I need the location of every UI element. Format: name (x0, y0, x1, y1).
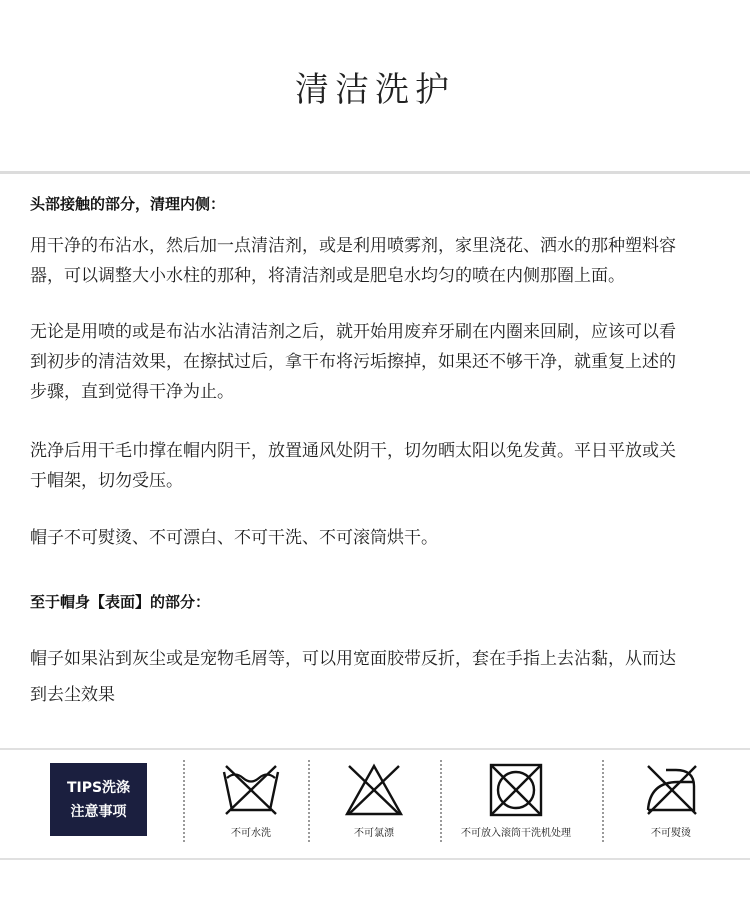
care-label: 不可氯漂 (354, 828, 394, 839)
paragraph-inner-3 (30, 436, 730, 496)
care-item-no-bleach (329, 762, 419, 839)
paragraph-line: 无论是用喷的或是布沾水沾清洁剂之后，就开始用废弃牙刷在内圈来回刷，应该可以看 (30, 322, 676, 342)
section-heading-inner: 头部接触的部分，清理内侧： (30, 195, 226, 213)
tips-badge (50, 763, 147, 836)
care-separator (602, 760, 604, 842)
care-bar-bottom-divider (0, 858, 750, 860)
care-label: 不可熨烫 (651, 828, 691, 839)
paragraph-line: 用干净的布沾水，然后加一点清洁剂，或是利用喷雾剂，家里浇花、洒水的那种塑料容 (30, 236, 676, 256)
paragraph-line: 于帽架，切勿受压。 (30, 471, 183, 491)
care-separator (183, 760, 185, 842)
tips-line-1: TIPS洗涤 (66, 779, 131, 796)
care-separator (440, 760, 442, 842)
paragraph-inner-1 (30, 231, 730, 291)
no-wash-icon (218, 762, 284, 818)
paragraph-inner-2 (30, 317, 730, 407)
care-label: 不可水洗 (231, 828, 271, 839)
no-iron-icon (638, 762, 704, 818)
care-bar-top-divider (0, 748, 750, 750)
paragraph-inner-4: 帽子不可熨烫、不可漂白、不可干洗、不可滚筒烘干。 (30, 528, 438, 548)
paragraph-line: 器，可以调整大小水柱的那种，将清洁剂或是肥皂水均匀的喷在内侧那圈上面。 (30, 266, 625, 286)
page-title: 清洁洗护 (295, 70, 455, 110)
paragraph-line: 到去尘效果 (30, 685, 115, 705)
paragraph-line: 洗净后用干毛巾撑在帽内阴干，放置通风处阴干，切勿晒太阳以免发黄。平日平放或关 (30, 441, 676, 461)
care-item-no-iron (626, 762, 716, 839)
care-item-no-tumble-dry (446, 762, 586, 839)
care-item-no-wash (206, 762, 296, 839)
paragraph-line: 步骤，直到觉得干净为止。 (30, 382, 234, 402)
paragraph-surface-1 (30, 641, 730, 713)
care-separator (308, 760, 310, 842)
no-tumble-dry-icon (483, 762, 549, 818)
tips-line-2: 注意事项 (70, 803, 127, 820)
paragraph-line: 到初步的清洁效果，在擦拭过后，拿干布将污垢擦掉，如果还不够干净，就重复上述的 (30, 352, 676, 372)
care-label: 不可放入滚筒干洗机处理 (461, 828, 571, 839)
section-heading-surface: 至于帽身【表面】的部分： (30, 593, 211, 611)
paragraph-line: 帽子如果沾到灰尘或是宠物毛屑等，可以用宽面胶带反折，套在手指上去沾黏，从而达 (30, 649, 676, 669)
no-bleach-icon (341, 762, 407, 818)
top-divider (0, 171, 750, 174)
